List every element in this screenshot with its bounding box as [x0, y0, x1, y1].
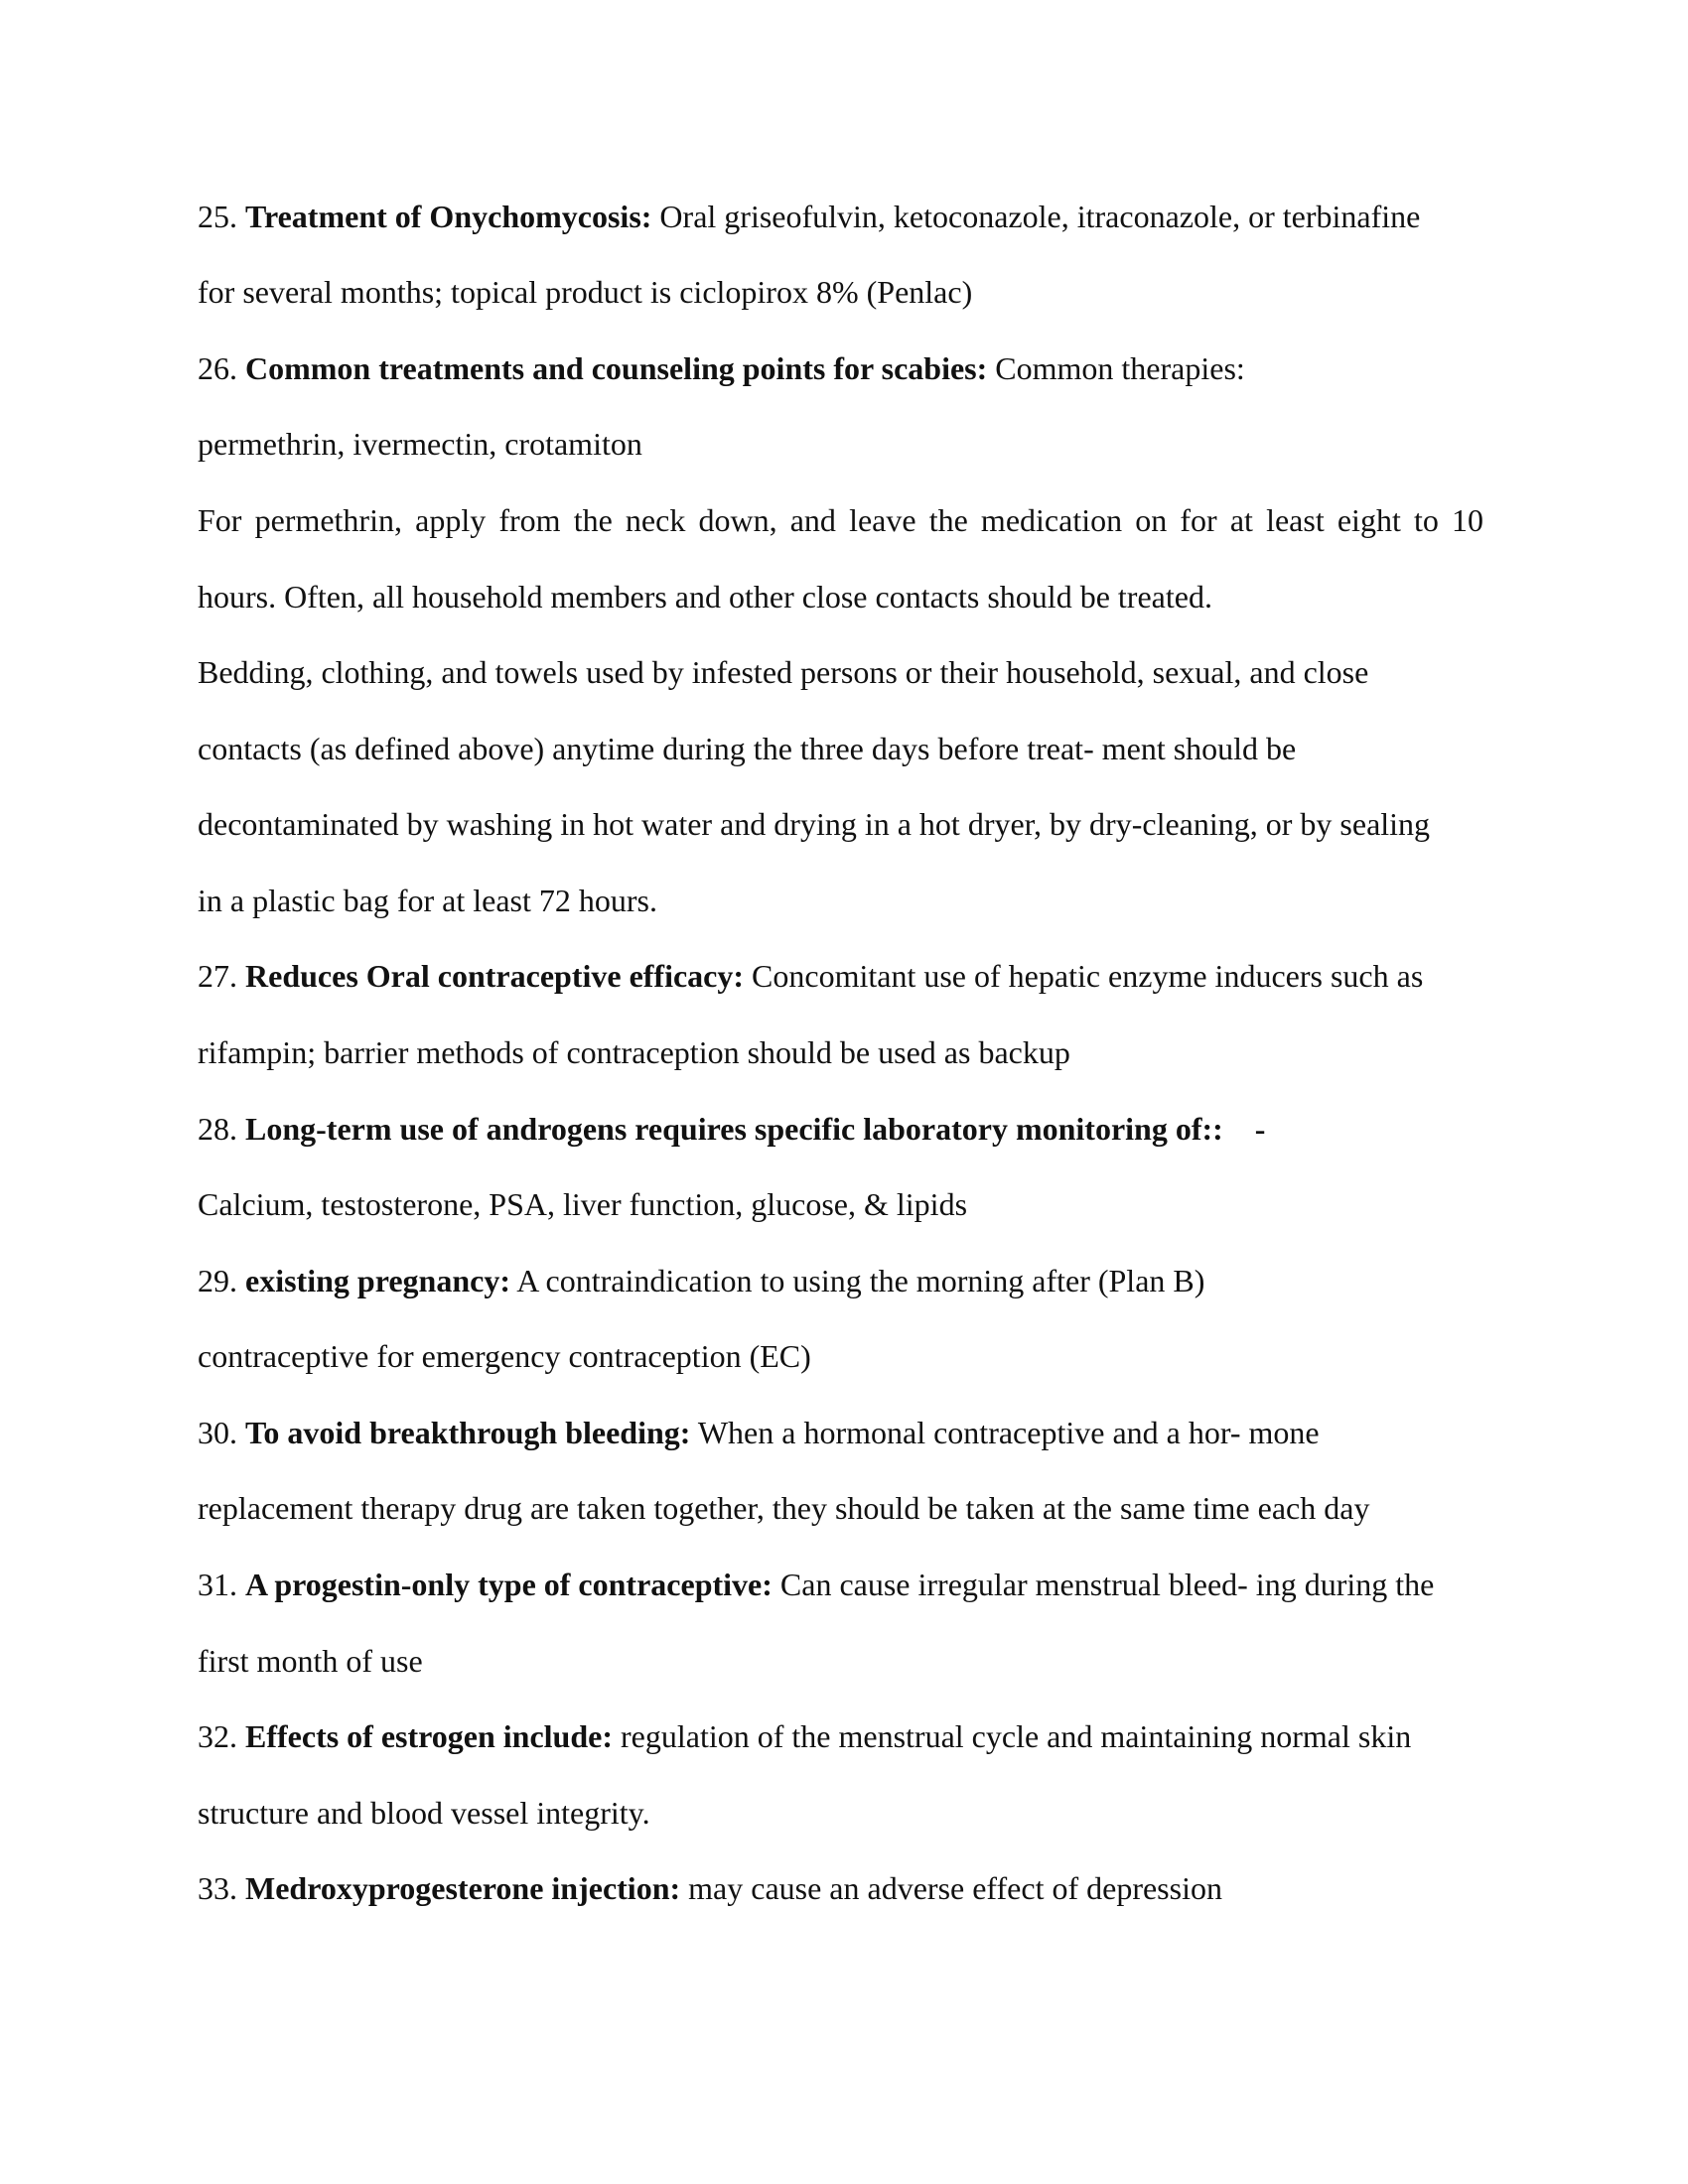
item-term: To avoid breakthrough bleeding:	[245, 1415, 691, 1450]
item-30-line-1	[198, 1413, 1528, 1452]
item-27-line-1	[198, 956, 1528, 996]
item-term: existing pregnancy:	[245, 1263, 510, 1298]
item-text: When a hormonal contraceptive and a hor- mone	[697, 1415, 1320, 1450]
item-text: structure and blood vessel integrity.	[198, 1795, 650, 1831]
item-term: Common treatments and counseling points for scabies:	[245, 350, 988, 386]
item-26-line-1	[198, 348, 1528, 388]
item-26-line-7	[198, 804, 1528, 844]
item-text: in a plastic bag for at least 72 hours.	[198, 883, 657, 918]
item-term: Long-term use of androgens requires specific laboratory monitoring of:: -	[245, 1111, 1266, 1147]
item-term: Effects of estrogen include:	[245, 1718, 613, 1754]
item-text: Bedding, clothing, and towels used by infested persons or their household, sexual, and close	[198, 654, 1369, 690]
item-29-line-1	[198, 1261, 1528, 1300]
item-text: hours. Often, all household members and other close contacts should be treated.	[198, 579, 1212, 614]
item-number: 33.	[198, 1870, 237, 1906]
item-26-line-4	[198, 577, 1528, 616]
item-text: for several months; topical product is ciclopirox 8% (Penlac)	[198, 274, 973, 310]
item-text: Can cause irregular menstrual bleed- ing during the	[779, 1567, 1435, 1602]
item-text: Concomitant use of hepatic enzyme inducers such as	[752, 958, 1424, 994]
item-text: A contraindication to using the morning after (Plan B)	[516, 1263, 1205, 1298]
item-term: Treatment of Onychomycosis:	[245, 199, 652, 234]
item-32-line-2	[198, 1793, 1528, 1833]
item-26-line-2	[198, 424, 1528, 464]
item-text: rifampin; barrier methods of contraception should be used as backup	[198, 1034, 1070, 1070]
item-number: 32.	[198, 1718, 237, 1754]
item-26-line-3: For permethrin, apply from the neck down, and leave the medication on for at least eight to 10	[198, 502, 1483, 538]
item-number: 28.	[198, 1111, 237, 1147]
item-text: permethrin, ivermectin, crotamiton	[198, 426, 642, 462]
item-text: first month of use	[198, 1643, 423, 1679]
item-26-line-5	[198, 652, 1528, 692]
item-text: contraceptive for emergency contraception (EC)	[198, 1338, 811, 1374]
item-text: decontaminated by washing in hot water and drying in a hot dryer, by dry-cleaning, or by sealing	[198, 806, 1431, 842]
item-number: 29.	[198, 1263, 237, 1298]
item-27-line-2	[198, 1032, 1528, 1072]
item-26-line-8	[198, 881, 1528, 920]
item-text: Calcium, testosterone, PSA, liver function, glucose, & lipids	[198, 1186, 968, 1222]
item-text: contacts (as defined above) anytime during the three days before treat- ment should be	[198, 731, 1297, 766]
item-text: Common therapies:	[995, 350, 1245, 386]
item-30-line-2	[198, 1488, 1528, 1528]
item-31-line-2	[198, 1641, 1528, 1681]
item-text: regulation of the menstrual cycle and maintaining normal skin	[621, 1718, 1412, 1754]
item-28-line-1	[198, 1109, 1528, 1149]
item-26-line-6	[198, 729, 1528, 768]
item-33-line-1	[198, 1868, 1528, 1908]
item-number: 26.	[198, 350, 237, 386]
item-number: 30.	[198, 1415, 237, 1450]
item-number: 25.	[198, 199, 237, 234]
item-number: 27.	[198, 958, 237, 994]
item-32-line-1	[198, 1716, 1528, 1756]
item-28-line-2	[198, 1184, 1528, 1224]
item-25-line-1	[198, 197, 1528, 236]
item-text: replacement therapy drug are taken together, they should be taken at the same time each day	[198, 1490, 1370, 1526]
item-31-line-1	[198, 1565, 1528, 1604]
item-25-line-2	[198, 272, 1528, 312]
item-number: 31.	[198, 1567, 237, 1602]
item-term: A progestin-only type of contraceptive:	[245, 1567, 773, 1602]
item-29-line-2	[198, 1336, 1528, 1376]
item-text: may cause an adverse effect of depression	[688, 1870, 1222, 1906]
item-text: Oral griseofulvin, ketoconazole, itraconazole, or terbinafine	[659, 199, 1421, 234]
item-term: Medroxyprogesterone injection:	[245, 1870, 681, 1906]
item-term: Reduces Oral contraceptive efficacy:	[245, 958, 745, 994]
